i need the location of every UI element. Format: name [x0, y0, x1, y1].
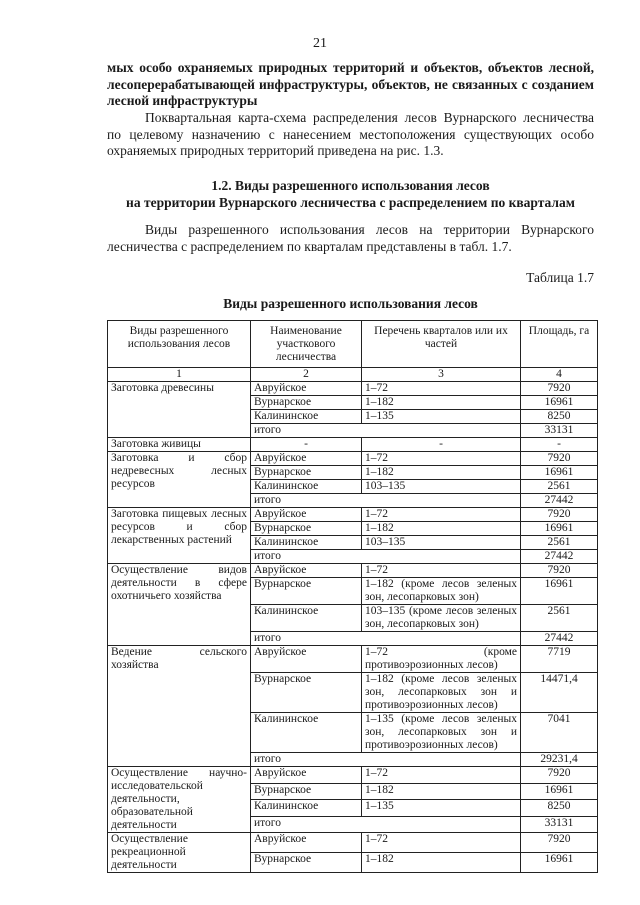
- area-cell: 7041: [521, 713, 598, 753]
- activity-cell: Заготовка и сбор недревесных лесных ресурсов: [108, 452, 251, 508]
- area-cell: 7920: [521, 767, 598, 784]
- table-title: Виды разрешенного использования лесов: [223, 296, 478, 311]
- total-label: итого: [251, 816, 521, 833]
- intro-bold-paragraph: мых особо охраняемых природных территорий и объектов, объектов лесной, лесоперерабатывающей инфраструктуры, объектов, не связанных с созданием лесной инфраструктуры: [107, 60, 594, 108]
- area-cell: 7920: [521, 452, 598, 466]
- activity-cell: Осуществление научно-исследовательской деятельности, образовательной деятельности: [108, 767, 251, 833]
- area-cell: 16961: [521, 522, 598, 536]
- forestry-cell: Авруйское: [251, 452, 362, 466]
- quarters-cell: 1–72: [362, 382, 521, 396]
- quarters-cell: 1–135: [362, 410, 521, 424]
- table-row: [108, 508, 598, 522]
- forestry-cell: Авруйское: [251, 767, 362, 784]
- total-value: 27442: [521, 632, 598, 646]
- total-value: 27442: [521, 494, 598, 508]
- area-cell: 2561: [521, 605, 598, 632]
- table-header-row: [108, 321, 598, 368]
- table-row: [108, 646, 598, 673]
- forestry-cell: Авруйское: [251, 833, 362, 853]
- area-cell: 16961: [521, 466, 598, 480]
- forestry-cell: -: [251, 438, 362, 452]
- section-paragraph: Виды разрешенного использования лесов на территории Вурнарского лесничества с распределением по кварталам представлены в табл. 1.7.: [107, 222, 594, 254]
- section-heading-line-1: 1.2. Виды разрешенного использования лесов: [211, 178, 490, 193]
- forestry-cell: Калининское: [251, 536, 362, 550]
- area-cell: 16961: [521, 853, 598, 873]
- intro-paragraph: Поквартальная карта-схема распределения лесов Вурнарского лесничества по целевому назначению с нанесением местоположения существующих особо охраняемых природных территорий приведена на рис. 1.3.: [107, 110, 594, 158]
- quarters-cell: 103–135 (кроме лесов зеленых зон, лесопарковых зон): [362, 605, 521, 632]
- quarters-cell: 1–72: [362, 833, 521, 853]
- column-number: 3: [362, 368, 521, 382]
- quarters-cell: 1–182: [362, 522, 521, 536]
- quarters-cell: 1–182 (кроме лесов зеленых зон, лесопарковых зон): [362, 578, 521, 605]
- quarters-cell: 1–72: [362, 452, 521, 466]
- column-number: 2: [251, 368, 362, 382]
- forestry-cell: Калининское: [251, 605, 362, 632]
- forestry-cell: Авруйское: [251, 564, 362, 578]
- area-cell: 7719: [521, 646, 598, 673]
- area-cell: 7920: [521, 382, 598, 396]
- area-cell: 7920: [521, 508, 598, 522]
- forestry-cell: Вурнарское: [251, 853, 362, 873]
- header-area: Площадь, га: [521, 321, 598, 368]
- column-number-row: [108, 368, 598, 382]
- forestry-cell: Вурнарское: [251, 673, 362, 713]
- page-number: 21: [313, 36, 327, 51]
- area-cell: 8250: [521, 410, 598, 424]
- forestry-cell: Вурнарское: [251, 396, 362, 410]
- header-activity: Виды разрешенного использования лесов: [108, 321, 251, 368]
- table-row: [108, 833, 598, 853]
- forestry-cell: Калининское: [251, 800, 362, 817]
- total-label: итого: [251, 753, 521, 767]
- table-label: Таблица 1.7: [526, 270, 594, 285]
- activity-cell: Заготовка древесины: [108, 382, 251, 438]
- table-row: [108, 438, 598, 452]
- area-cell: -: [521, 438, 598, 452]
- table-row: [108, 767, 598, 784]
- quarters-cell: 103–135: [362, 480, 521, 494]
- permitted-use-table: [107, 320, 598, 873]
- total-label: итого: [251, 632, 521, 646]
- total-label: итого: [251, 550, 521, 564]
- forestry-cell: Авруйское: [251, 508, 362, 522]
- forestry-cell: Авруйское: [251, 646, 362, 673]
- quarters-cell: 1–182: [362, 466, 521, 480]
- area-cell: 2561: [521, 536, 598, 550]
- area-cell: 14471,4: [521, 673, 598, 713]
- activity-cell: Заготовка пищевых лесных ресурсов и сбор лекарственных растений: [108, 508, 251, 564]
- quarters-cell: -: [362, 438, 521, 452]
- forestry-cell: Вурнарское: [251, 783, 362, 800]
- quarters-cell: 1–182: [362, 853, 521, 873]
- forestry-cell: Калининское: [251, 410, 362, 424]
- forestry-cell: Вурнарское: [251, 578, 362, 605]
- forestry-cell: Авруйское: [251, 382, 362, 396]
- table-row: [108, 564, 598, 578]
- area-cell: 2561: [521, 480, 598, 494]
- quarters-cell: 1–182: [362, 783, 521, 800]
- quarters-cell: 1–182: [362, 396, 521, 410]
- activity-cell: Осуществление видов деятельности в сфере охотничьего хозяйства: [108, 564, 251, 646]
- activity-cell: Осуществление рекреационной деятельности: [108, 833, 251, 873]
- section-heading-line-2: на территории Вурнарского лесничества с распределением по кварталам: [126, 195, 575, 210]
- forestry-cell: Вурнарское: [251, 522, 362, 536]
- header-forestry: Наименование участкового лесничества: [251, 321, 362, 368]
- table-row: [108, 452, 598, 466]
- forestry-cell: Калининское: [251, 713, 362, 753]
- quarters-cell: 1–135 (кроме лесов зеленых зон, лесопарковых зон и противоэрозионных лесов): [362, 713, 521, 753]
- area-cell: 7920: [521, 564, 598, 578]
- area-cell: 8250: [521, 800, 598, 817]
- area-cell: 7920: [521, 833, 598, 853]
- quarters-cell: 103–135: [362, 536, 521, 550]
- table-row: [108, 382, 598, 396]
- quarters-cell: 1–72: [362, 767, 521, 784]
- total-value: 27442: [521, 550, 598, 564]
- section-heading: [107, 177, 594, 211]
- column-number: 1: [108, 368, 251, 382]
- quarters-cell: 1–72 (кроме противоэрозионных лесов): [362, 646, 521, 673]
- total-value: 29231,4: [521, 753, 598, 767]
- quarters-cell: 1–182 (кроме лесов зеленых зон, лесопарковых зон и противоэрозионных лесов): [362, 673, 521, 713]
- total-label: итого: [251, 494, 521, 508]
- quarters-cell: 1–72: [362, 508, 521, 522]
- column-number: 4: [521, 368, 598, 382]
- total-value: 33131: [521, 424, 598, 438]
- area-cell: 16961: [521, 578, 598, 605]
- forestry-cell: Калининское: [251, 480, 362, 494]
- total-label: итого: [251, 424, 521, 438]
- area-cell: 16961: [521, 783, 598, 800]
- area-cell: 16961: [521, 396, 598, 410]
- quarters-cell: 1–135: [362, 800, 521, 817]
- activity-cell: Ведение сельского хозяйства: [108, 646, 251, 767]
- total-value: 33131: [521, 816, 598, 833]
- activity-cell: Заготовка живицы: [108, 438, 251, 452]
- forestry-cell: Вурнарское: [251, 466, 362, 480]
- quarters-cell: 1–72: [362, 564, 521, 578]
- header-quarters: Перечень кварталов или их частей: [362, 321, 521, 368]
